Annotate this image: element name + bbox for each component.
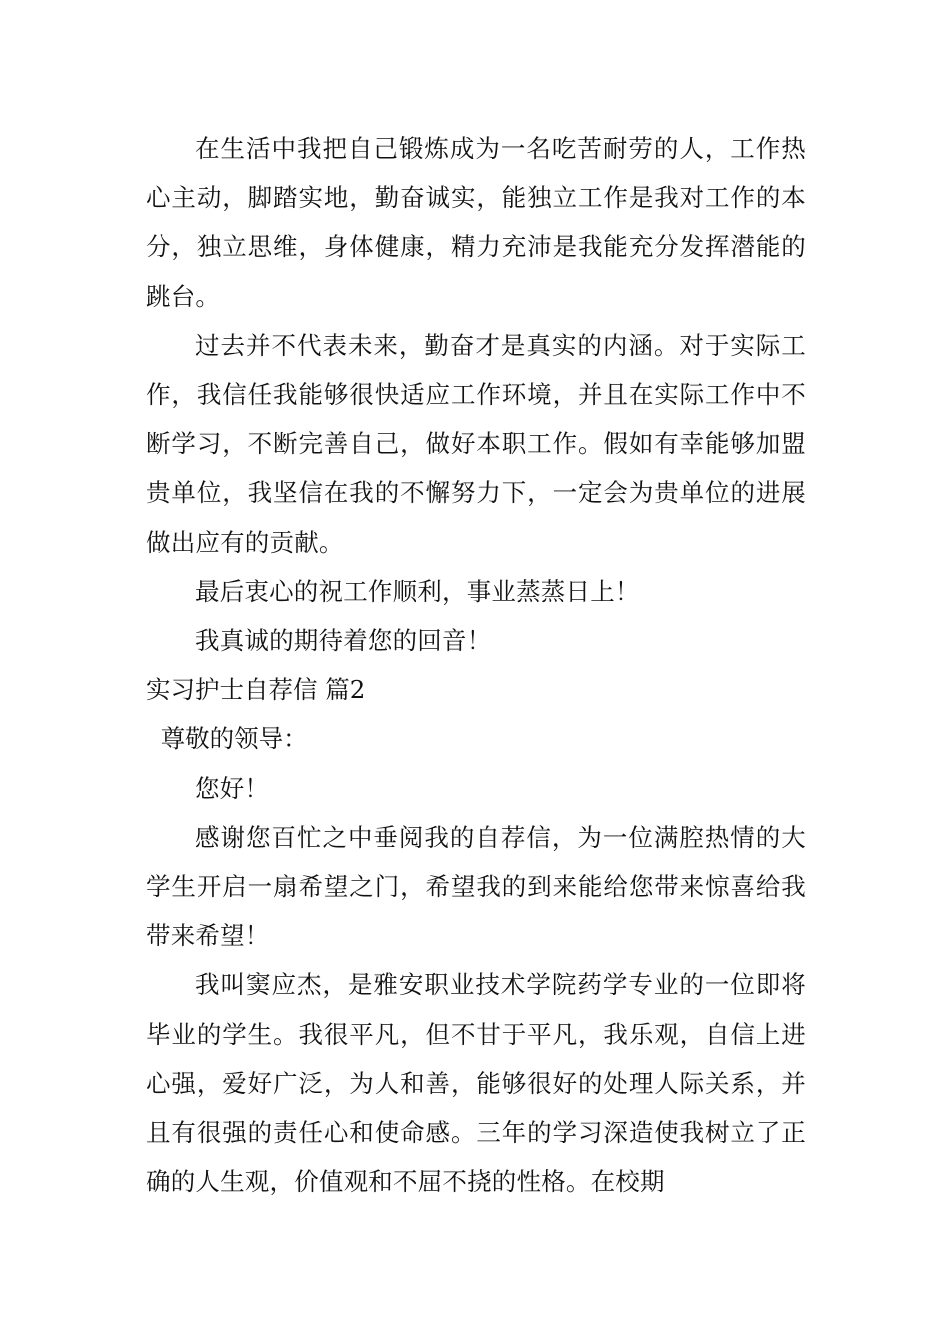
section-heading: 实习护士自荐信 篇2: [146, 675, 366, 705]
document-body: [146, 124, 806, 1206]
salutation: 尊敬的领导：: [160, 724, 308, 754]
paragraph: 最后衷心的祝工作顺利，事业蒸蒸日上！: [195, 576, 640, 606]
paragraph: 在生活中我把自己锻炼成为一名吃苦耐劳的人，工作热心主动，脚踏实地，勤奋诚实，能独立工作是我对工作的本分，独立思维，身体健康，精力充沛是我能充分发挥潜能的跳台。: [146, 134, 806, 311]
paragraph: 过去并不代表未来，勤奋才是真实的内涵。对于实际工作，我信任我能够很快适应工作环境，并且在实际工作中不断学习，不断完善自己，做好本职工作。假如有幸能够加盟贵单位，我坚信在我的不懈努力下，一定会为贵单位的进展做出应有的贡献。: [146, 330, 806, 557]
paragraph: 感谢您百忙之中垂阅我的自荐信，为一位满腔热情的大学生开启一扇希望之门，希望我的到来能给您带来惊喜给我带来希望！: [146, 822, 806, 951]
paragraph: 我叫窦应杰，是雅安职业技术学院药学专业的一位即将毕业的学生。我很平凡，但不甘于平凡，我乐观，自信上进心强，爱好广泛，为人和善，能够很好的处理人际关系，并且有很强的责任心和使命感。三年的学习深造使我树立了正确的人生观，价值观和不屈不挠的性格。在校期: [146, 970, 806, 1197]
greeting: 您好！: [195, 773, 270, 803]
paragraph: 我真诚的期待着您的回音！: [195, 626, 492, 656]
